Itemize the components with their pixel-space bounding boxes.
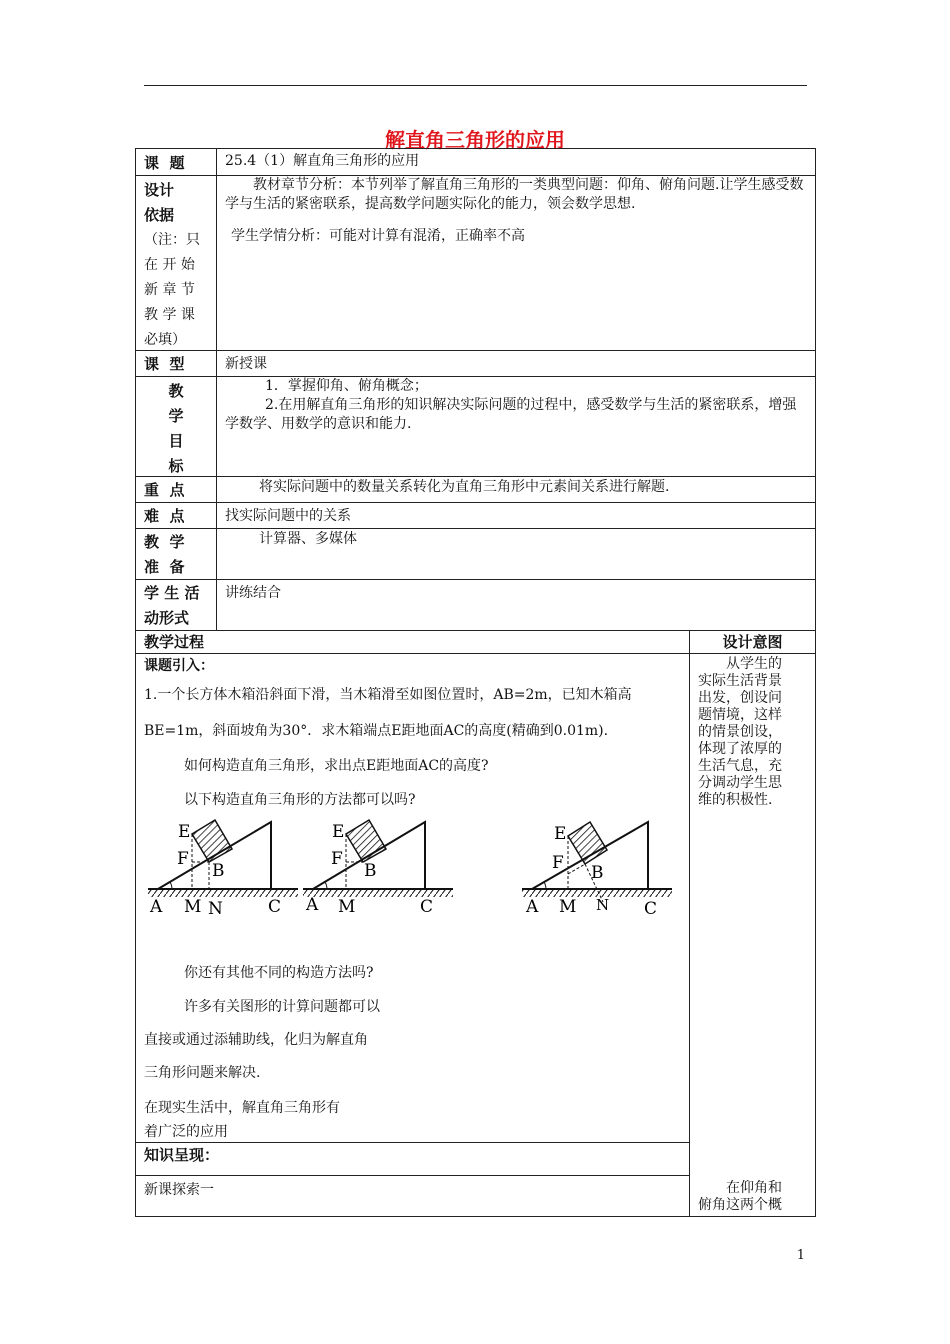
difficulty-label: 难 点 [144, 507, 185, 525]
f3-label-C: C [644, 899, 658, 919]
difficulty-label-cell [135, 502, 217, 529]
intent-1-line-8: 分调动学生思 [698, 775, 782, 791]
intent-1-line-2: 实际生活背景 [698, 673, 782, 689]
type-value: 新授课 [225, 356, 267, 372]
prep-label-1: 教 学 [144, 533, 185, 551]
f1-label-B: B [212, 861, 225, 881]
basis-note-2: 在 开 始 [144, 257, 195, 273]
f3-label-N: N [596, 896, 610, 914]
intent-1-line-7: 生活气息，充 [698, 758, 782, 774]
f3-label-B: B [591, 863, 604, 883]
prep-value: 计算器、多媒体 [259, 531, 357, 547]
process-body-cell [135, 653, 690, 1143]
question-2: 以下构造直角三角形的方法都可以吗? [184, 792, 416, 808]
intent-2-line-1: 在仰角和 [726, 1180, 782, 1196]
basis-label-2: 依据 [144, 206, 175, 224]
difficulty-value-cell [216, 502, 816, 529]
f3-label-F: F [552, 853, 564, 873]
goals-label-1: 教 [168, 382, 184, 400]
figure-1 [148, 820, 298, 919]
header-rule [144, 85, 807, 86]
topic-value: 25.4（1）解直角三角形的应用 [225, 153, 420, 169]
intent-2-line-2: 俯角这两个概 [698, 1197, 782, 1213]
basis-label-1: 设计 [144, 181, 175, 199]
basis-analysis: 教材章节分析：本节列举了解直角三角形的一类典型问题：仰角、俯角问题.让学生感受数学与生活的紧密联系，提高数学问题实际化的能力，领会数学思想. [225, 177, 804, 212]
figure-3 [522, 822, 672, 919]
f1-label-E: E [178, 822, 191, 842]
f1-label-C: C [268, 897, 282, 917]
goals-value-cell [216, 376, 816, 477]
basis-student: 学生学情分析：可能对计算有混淆，正确率不高 [231, 228, 525, 244]
summary-2: 直接或通过添辅助线，化归为解直角 [144, 1032, 368, 1048]
activity-value: 讲练结合 [225, 585, 281, 601]
summary-4: 在现实生活中，解直角三角形有 [144, 1100, 340, 1116]
intent-1-line-6: 体现了浓厚的 [698, 741, 782, 757]
intent-1-line-5: 的情景创设， [698, 724, 782, 740]
summary-5: 着广泛的应用 [144, 1124, 228, 1140]
f1-label-F: F [177, 849, 189, 869]
topic-label-cell [135, 148, 217, 176]
summary-3: 三角形问题来解决. [144, 1065, 261, 1081]
f2-label-B: B [364, 861, 377, 881]
activity-label-2: 动形式 [144, 609, 190, 627]
f1-label-A: A [150, 897, 163, 917]
process-header-left: 教学过程 [144, 633, 205, 651]
key-label: 重 点 [144, 481, 185, 499]
basis-note-5: 必填） [144, 332, 186, 348]
activity-value-cell [216, 579, 816, 631]
basis-value-cell [216, 175, 816, 351]
key-label-cell [135, 476, 217, 503]
page-number: 1 [796, 1248, 805, 1263]
basis-note-4: 教 学 课 [144, 307, 195, 323]
type-label-cell [135, 350, 217, 377]
problem-line-1: 1.一个长方体木箱沿斜面下滑，当木箱滑至如图位置时，AB=2m，已知木箱高 [144, 687, 632, 703]
process-header-right: 设计意图 [722, 633, 783, 651]
construction-figures [136, 814, 690, 924]
intro-title: 课题引入： [144, 658, 214, 674]
knowledge-cell [135, 1142, 690, 1176]
process-header-left-cell [135, 630, 690, 654]
figure-2 [303, 820, 453, 917]
page-title: 解直角三角形的应用 [385, 128, 565, 152]
topic-label: 课 题 [144, 154, 185, 172]
f2-label-M: M [338, 897, 356, 917]
process-header-right-cell [689, 630, 816, 654]
prep-label-cell [135, 528, 217, 580]
type-value-cell [216, 350, 816, 377]
f1-label-M: M [184, 897, 202, 917]
goals-label-3: 目 [168, 432, 184, 450]
f3-label-M: M [559, 897, 577, 917]
intent-cell [689, 653, 816, 1217]
intent-1-line-1: 从学生的 [726, 656, 782, 672]
knowledge-title: 知识呈现： [144, 1146, 220, 1164]
intent-1-line-9: 维的积极性. [698, 792, 773, 808]
summary-1: 许多有关图形的计算问题都可以 [184, 999, 380, 1015]
f2-label-E: E [332, 822, 345, 842]
f2-label-F: F [331, 849, 343, 869]
key-value-cell [216, 476, 816, 503]
activity-label-1: 学 生 活 [144, 584, 200, 602]
basis-note-3: 新 章 节 [144, 282, 195, 298]
prep-value-cell [216, 528, 816, 580]
f1-label-N: N [208, 899, 223, 919]
key-value: 将实际问题中的数量关系转化为直角三角形中元素间关系进行解题. [259, 479, 670, 495]
goals-label-cell [135, 376, 217, 477]
question-3: 你还有其他不同的构造方法吗? [184, 965, 374, 981]
goals-label-2: 学 [168, 407, 184, 425]
f3-label-E: E [554, 824, 567, 844]
problem-line-2: BE=1m，斜面坡角为30°．求木箱端点E距地面AC的高度(精确到0.01m). [144, 723, 609, 739]
goals-item-1: 1．掌握仰角、俯角概念； [265, 378, 428, 394]
f3-label-A: A [526, 897, 539, 917]
goals-item-2: 2.在用解直角三角形的知识解决实际问题的过程中，感受数学与生活的紧密联系，增强学数学、用数学的意识和能力. [225, 397, 797, 432]
prep-label-2: 准 备 [144, 558, 185, 576]
goals-label-4: 标 [168, 457, 184, 475]
f2-label-A: A [306, 895, 319, 915]
topic-value-cell [216, 148, 816, 176]
basis-label-cell [135, 175, 217, 351]
f2-label-C: C [420, 897, 434, 917]
difficulty-value: 找实际问题中的关系 [225, 508, 351, 524]
activity-label-cell [135, 579, 217, 631]
intent-1-line-3: 出发，创设问 [698, 690, 782, 706]
question-1: 如何构造直角三角形，求出点E距地面AC的高度? [184, 758, 489, 774]
explore-label: 新课探索一 [144, 1182, 214, 1198]
explore-cell [135, 1175, 690, 1217]
type-label: 课 型 [144, 355, 185, 373]
intent-1-line-4: 题情境，这样 [698, 707, 782, 723]
basis-note-1: （注：只 [144, 232, 200, 248]
